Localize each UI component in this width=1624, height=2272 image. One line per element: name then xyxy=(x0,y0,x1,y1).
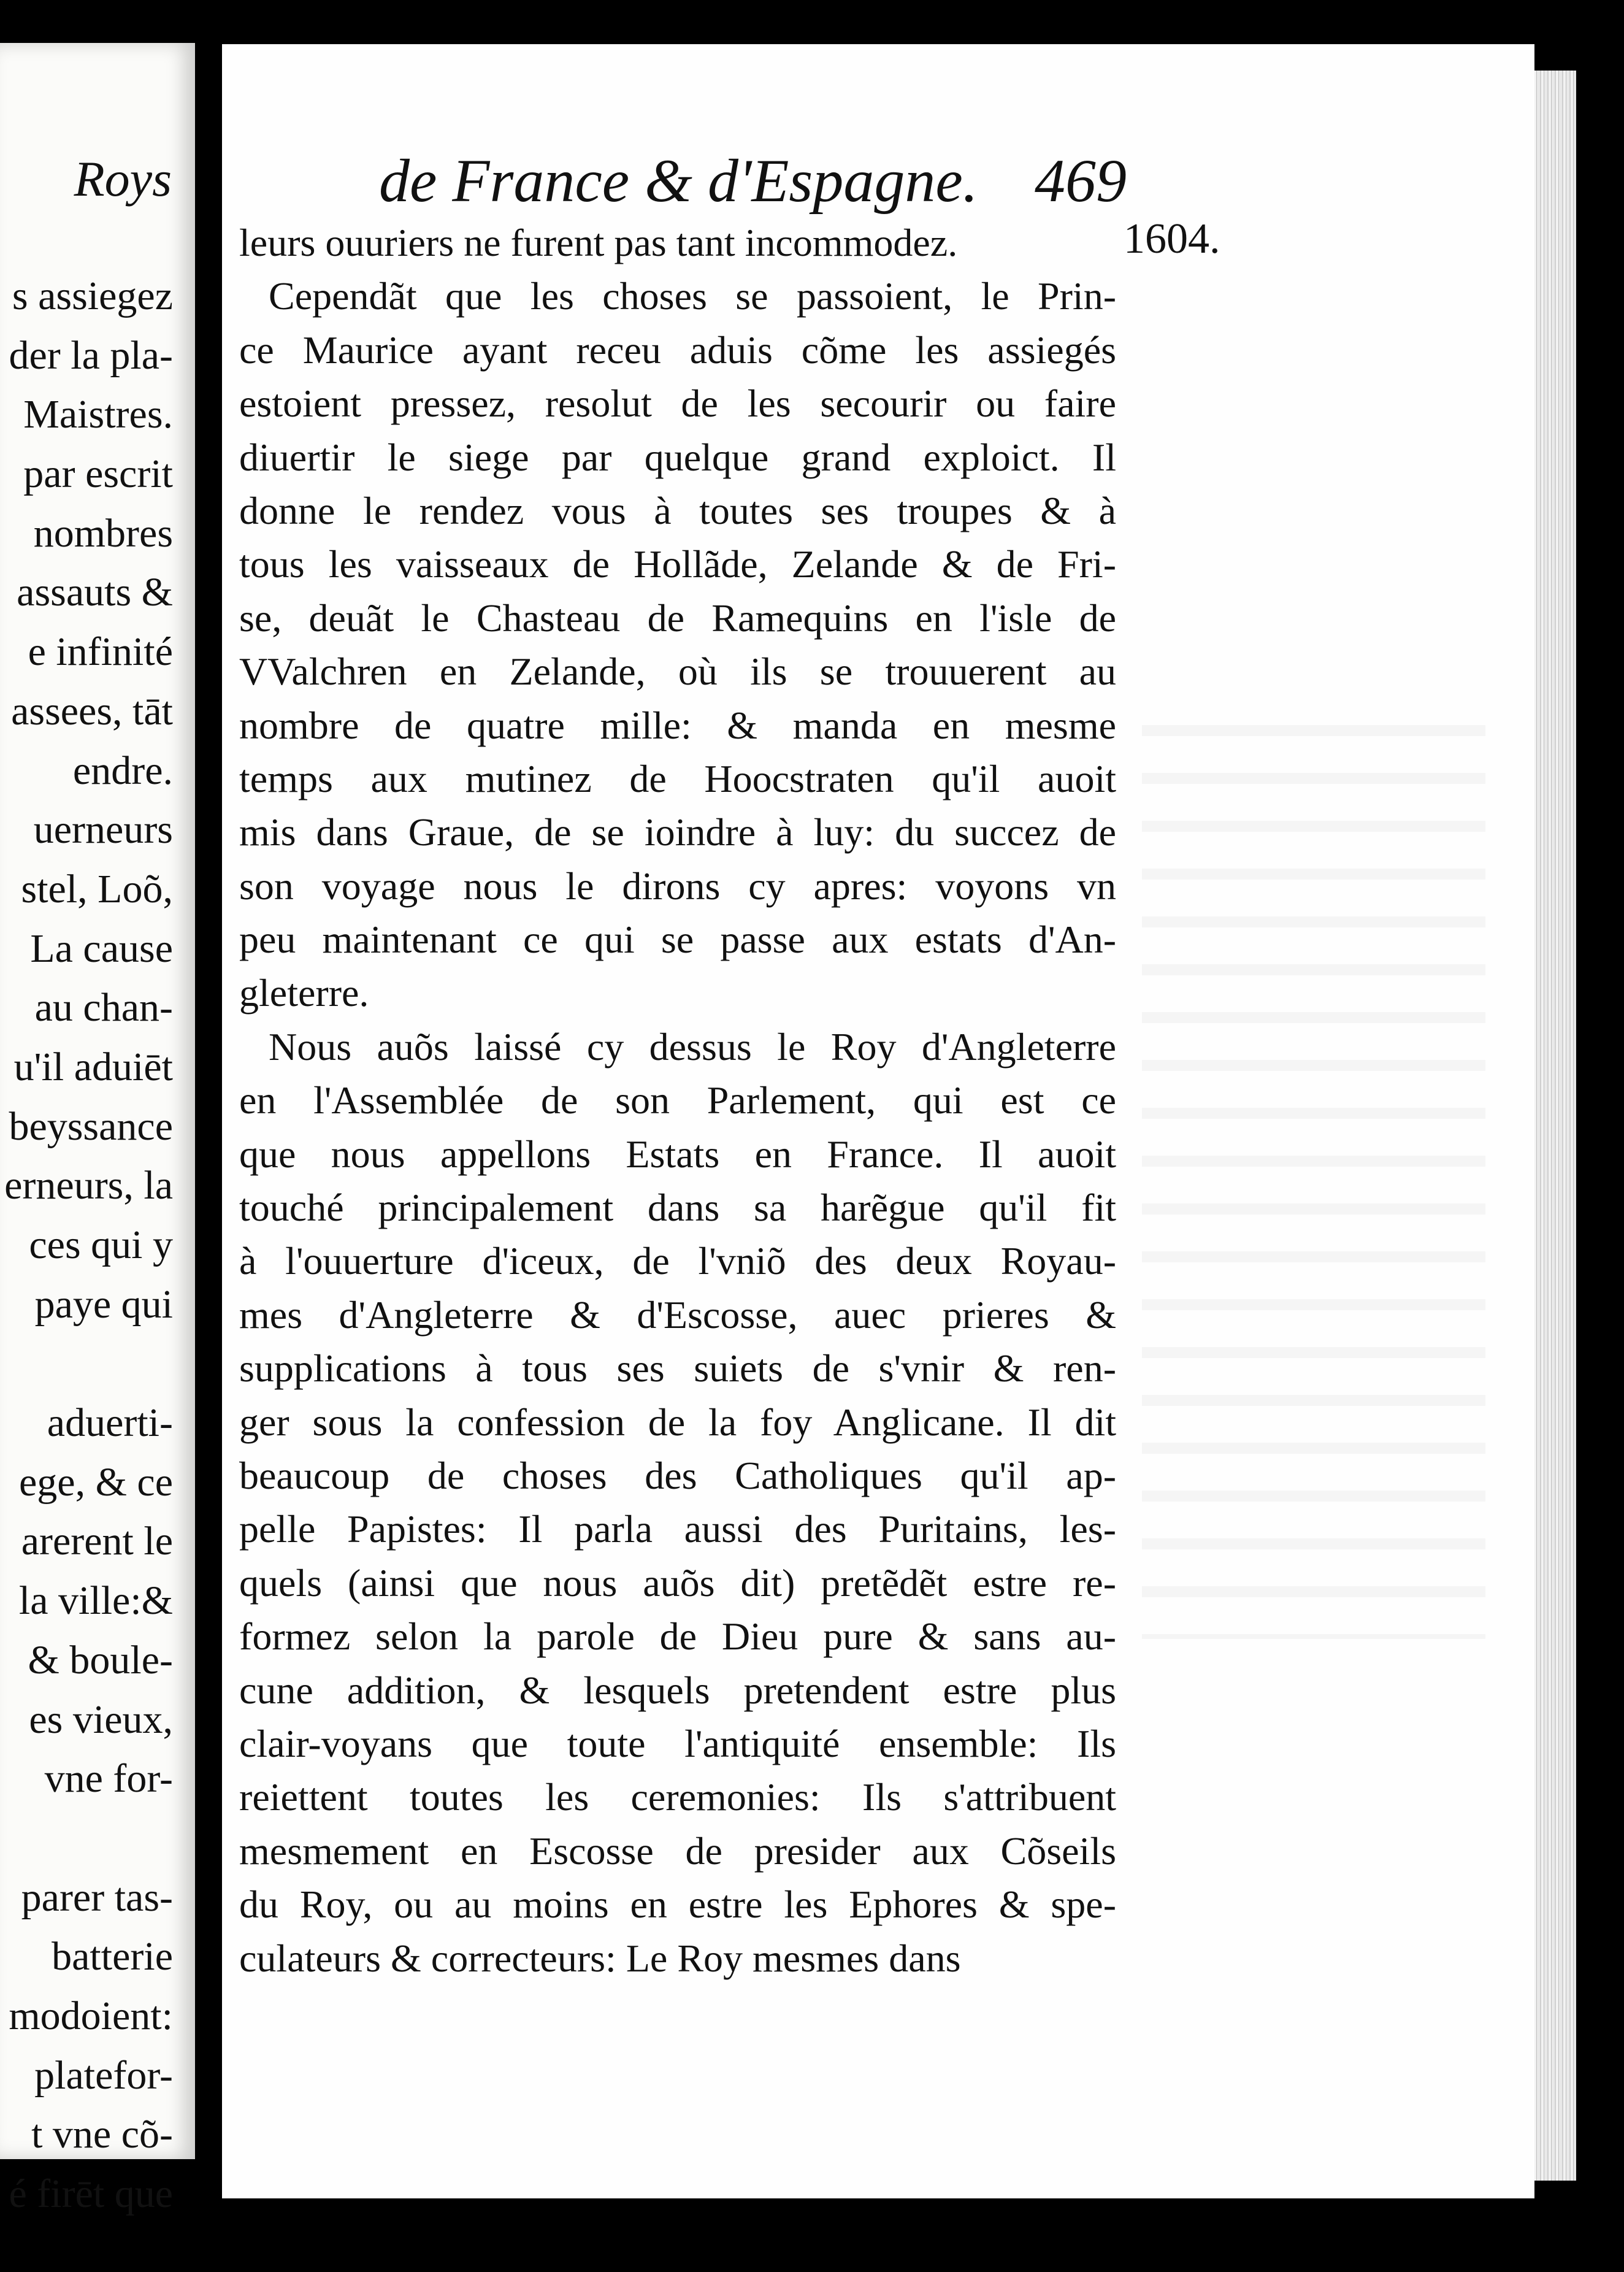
text-line: uerneurs xyxy=(33,807,173,853)
text-line: parer tas- xyxy=(21,1875,173,1920)
text-line: tous les vaisseaux de Hollãde, Zelande & de Fri- xyxy=(239,542,1116,586)
text-line: se, deuãt le Chasteau de Ramequins en l'isle de xyxy=(239,596,1116,640)
text-line: u'il aduiēt xyxy=(13,1044,173,1089)
text-line: leurs ouuriers ne furent pas tant incommodez. xyxy=(239,221,958,264)
text-line: endre. xyxy=(72,748,173,793)
text-line: Nous auõs laissé cy dessus le Roy d'Angleterre xyxy=(269,1024,1116,1069)
page-number: 469 xyxy=(1035,147,1127,215)
text-line: batterie xyxy=(52,1934,173,1979)
text-line: temps aux mutinez de Hoocstraten qu'il auoit xyxy=(239,756,1116,800)
text-line: quels (ainsi que nous auõs dit) pretẽdẽt estre re- xyxy=(239,1560,1116,1605)
text-line: mes d'Angleterre & d'Escosse, auec prieres & xyxy=(239,1292,1116,1337)
text-line: diuertir le siege par quelque grand exploict. Il xyxy=(239,435,1116,479)
text-line: touché principalement dans sa harẽgue qu'il fit xyxy=(239,1186,1116,1230)
text-line: t vne cõ- xyxy=(31,2112,173,2157)
text-line: arerent le xyxy=(21,1519,173,1564)
text-line: ger sous la confession de la foy Anglicane. Il dit xyxy=(239,1400,1116,1444)
text-line: par escrit xyxy=(23,451,173,497)
text-line: erneurs, la xyxy=(4,1163,173,1208)
text-line: Maistres. xyxy=(23,392,173,437)
running-head: de France & d'Espagne. xyxy=(379,147,978,215)
previous-page-running-head: Roys xyxy=(74,151,172,207)
text-line: estoient pressez, resolut de les secourir ou faire xyxy=(239,382,1116,426)
margin-year-note: 1604. xyxy=(1124,215,1220,263)
text-line: platefor- xyxy=(34,2052,173,2098)
text-line: au chan- xyxy=(34,985,173,1030)
text-line: Cependãt que les choses se passoient, le Prin- xyxy=(269,274,1116,318)
previous-page xyxy=(0,43,195,2216)
text-line: e infinité xyxy=(28,629,173,675)
text-line: ege, & ce xyxy=(18,1459,173,1505)
text-line: vne for- xyxy=(44,1756,173,1802)
text-line: s assiegez xyxy=(12,274,173,318)
text-line: gleterre. xyxy=(239,971,369,1015)
text-line: peu maintenant ce qui se passe aux estats d'An- xyxy=(239,918,1116,962)
text-line: du Roy, ou au moins en estre les Ephores & spe- xyxy=(239,1882,1116,1927)
text-line xyxy=(4,1809,173,1868)
text-line: reiettent toutes les ceremonies: Ils s'attribuent xyxy=(239,1775,1116,1819)
text-line: pelle Papistes: Il parla aussi des Puritains, les- xyxy=(239,1507,1116,1551)
text-line: à l'ouuerture d'iceux, de l'vniõ des deux Royau- xyxy=(239,1239,1116,1283)
text-line: son voyage nous le dirons cy apres: voyons vn xyxy=(239,864,1116,908)
text-line: la ville:& xyxy=(18,1578,173,1624)
text-line: é firēt que xyxy=(9,2171,173,2216)
text-line: stel, Loõ, xyxy=(21,866,173,911)
text-line: beaucoup de choses des Catholiques qu'il ap- xyxy=(239,1453,1116,1497)
text-line: beyssance xyxy=(9,1103,173,1149)
text-line: nombre de quatre mille: & manda en mesme xyxy=(239,703,1116,747)
previous-page-text xyxy=(4,267,173,2224)
text-line: clair-voyans que toute l'antiquité ensemble: Ils xyxy=(239,1721,1116,1765)
text-line: ce Maurice ayant receu aduis cõme les assiegés xyxy=(239,328,1116,372)
text-line: formez selon la parole de Dieu pure & sans au- xyxy=(239,1614,1116,1659)
text-line: & boule- xyxy=(28,1637,173,1683)
text-line: mesmement en Escosse de presider aux Cõseils xyxy=(239,1829,1116,1873)
text-line: modoient: xyxy=(9,1993,173,2038)
text-line: ces qui y xyxy=(29,1222,173,1267)
text-line: culateurs & correcteurs: Le Roy mesmes dans xyxy=(239,1936,961,1980)
text-line: La cause xyxy=(30,926,173,971)
text-line: assauts & xyxy=(17,570,173,615)
text-line: es vieux, xyxy=(29,1697,173,1742)
text-line: en l'Assemblée de son Parlement, qui est ce xyxy=(239,1078,1116,1123)
text-line: supplications à tous ses suiets de s'vnir & ren- xyxy=(239,1346,1116,1391)
text-line xyxy=(4,1334,173,1394)
text-line: paye qui xyxy=(34,1281,173,1327)
text-line: VValchren en Zelande, où ils se trouuerent au xyxy=(239,650,1116,694)
page-body-text xyxy=(239,216,1116,1985)
text-line: mis dans Graue, de se ioindre à luy: du succez de xyxy=(239,810,1116,854)
text-line: cune addition, & lesquels pretendent estre plus xyxy=(239,1668,1116,1712)
current-page xyxy=(222,44,1534,2198)
text-line: assees, tāt xyxy=(11,688,173,734)
text-line: donne le rendez vous à toutes ses troupes & à xyxy=(239,488,1116,532)
text-line: aduerti- xyxy=(47,1400,173,1446)
text-line: der la pla- xyxy=(9,332,173,378)
text-line: nombres xyxy=(33,510,173,556)
text-line: que nous appellons Estats en France. Il auoit xyxy=(239,1132,1116,1176)
bleed-through-shadow xyxy=(1142,688,1485,1639)
